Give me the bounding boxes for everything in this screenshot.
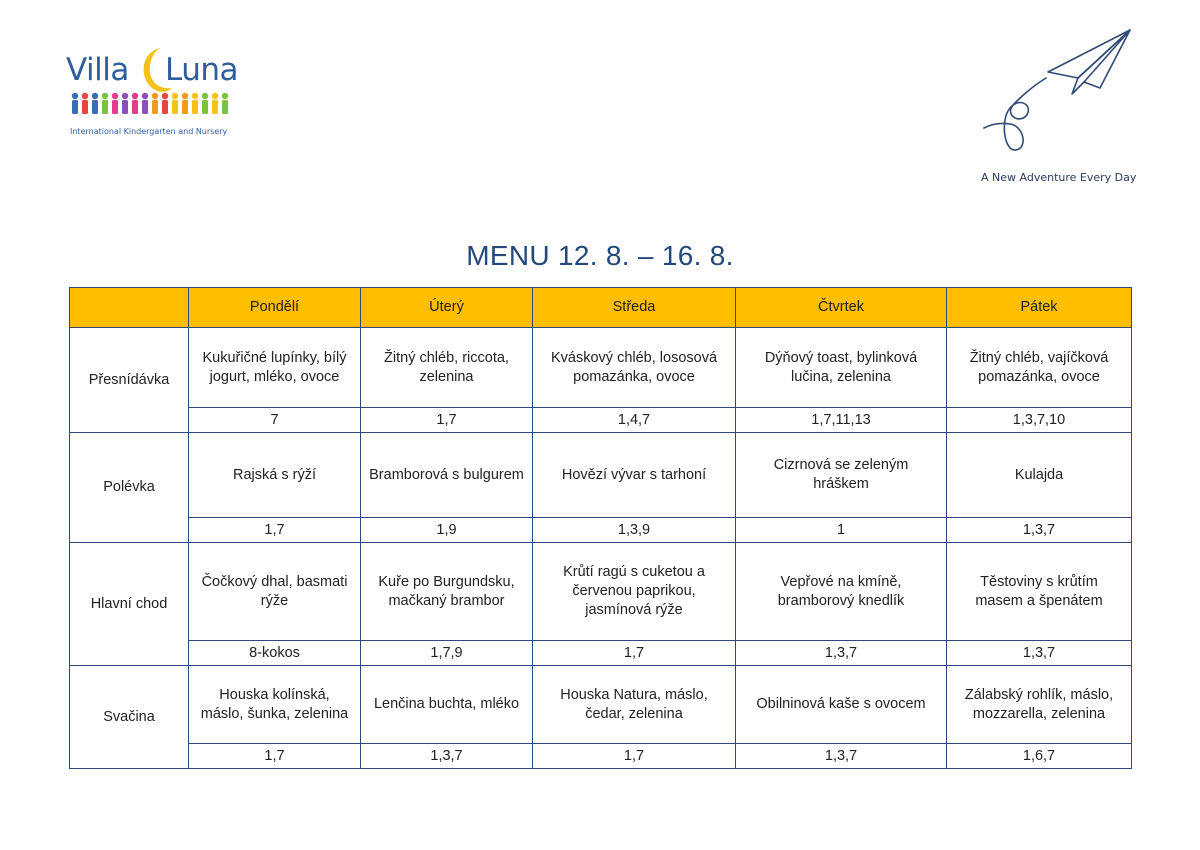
logo-word-luna: Luna <box>165 52 239 88</box>
meal-row <box>70 328 1132 408</box>
allergen-cell: 8-kokos <box>189 641 361 666</box>
allergen-cell: 1,7 <box>361 408 533 433</box>
meal-cell: Kuře po Burgundsku, mačkaný brambor <box>361 543 533 641</box>
allergen-cell: 1,7,11,13 <box>736 408 947 433</box>
page-title: MENU 12. 8. – 16. 8. <box>466 240 734 271</box>
allergen-row <box>70 744 1132 769</box>
allergen-row <box>70 518 1132 543</box>
meal-cell: Těstoviny s krůtím masem a špenátem <box>947 543 1132 641</box>
meal-cell: Žitný chléb, riccota, zelenina <box>361 328 533 408</box>
meal-row <box>70 666 1132 744</box>
header-day: Úterý <box>361 288 533 328</box>
allergen-cell: 1,7 <box>533 641 736 666</box>
logo-word-villa: Villa <box>66 52 129 88</box>
allergen-cell: 1,9 <box>361 518 533 543</box>
row-label: Svačina <box>70 666 189 769</box>
meal-cell: Lenčina buchta, mléko <box>361 666 533 744</box>
allergen-cell: 1,7 <box>189 744 361 769</box>
header-day: Čtvrtek <box>736 288 947 328</box>
paper-plane-icon <box>980 26 1140 161</box>
meal-cell: Hovězí vývar s tarhoní <box>533 433 736 518</box>
meal-cell: Kváskový chléb, lososová pomazánka, ovoce <box>533 328 736 408</box>
menu-table <box>69 287 1132 769</box>
allergen-cell: 1,3,7 <box>736 641 947 666</box>
allergen-cell: 1,6,7 <box>947 744 1132 769</box>
allergen-cell: 1,3,7 <box>947 518 1132 543</box>
allergen-row <box>70 408 1132 433</box>
meal-cell: Kukuřičné lupínky, bílý jogurt, mléko, ovoce <box>189 328 361 408</box>
meal-cell: Kulajda <box>947 433 1132 518</box>
meal-cell: Dýňový toast, bylinková lučina, zelenina <box>736 328 947 408</box>
meal-cell: Houska kolínská, máslo, šunka, zelenina <box>189 666 361 744</box>
allergen-cell: 1,4,7 <box>533 408 736 433</box>
tagline: A New Adventure Every Day <box>981 171 1137 184</box>
header-day: Středa <box>533 288 736 328</box>
allergen-cell: 1 <box>736 518 947 543</box>
allergen-row <box>70 641 1132 666</box>
allergen-cell: 1,3,7 <box>361 744 533 769</box>
meal-cell: Houska Natura, máslo, čedar, zelenina <box>533 666 736 744</box>
row-label: Hlavní chod <box>70 543 189 666</box>
meal-cell: Vepřové na kmíně, bramborový knedlík <box>736 543 947 641</box>
allergen-cell: 1,3,9 <box>533 518 736 543</box>
row-label: Přesnídávka <box>70 328 189 433</box>
meal-row <box>70 543 1132 641</box>
header-empty-cell <box>70 288 189 328</box>
allergen-cell: 1,7 <box>533 744 736 769</box>
meal-cell: Čočkový dhal, basmati rýže <box>189 543 361 641</box>
meal-cell: Krůtí ragú s cuketou a červenou paprikou, jasmínová rýže <box>533 543 736 641</box>
meal-cell: Rajská s rýží <box>189 433 361 518</box>
allergen-cell: 1,7 <box>189 518 361 543</box>
allergen-cell: 1,3,7 <box>736 744 947 769</box>
logo-subtitle: International Kindergarten and Nursery <box>70 127 228 136</box>
row-label: Polévka <box>70 433 189 543</box>
meal-cell: Zálabský rohlík, máslo, mozzarella, zelenina <box>947 666 1132 744</box>
meal-cell: Bramborová s bulgurem <box>361 433 533 518</box>
header-row <box>70 288 1132 328</box>
meal-row <box>70 433 1132 518</box>
meal-cell: Obilninová kaše s ovocem <box>736 666 947 744</box>
header-day: Pondělí <box>189 288 361 328</box>
meal-cell: Cizrnová se zeleným hráškem <box>736 433 947 518</box>
allergen-cell: 1,3,7,10 <box>947 408 1132 433</box>
allergen-cell: 1,7,9 <box>361 641 533 666</box>
allergen-cell: 7 <box>189 408 361 433</box>
children-figures-icon <box>70 92 240 116</box>
logo <box>66 46 246 141</box>
header-day: Pátek <box>947 288 1132 328</box>
allergen-cell: 1,3,7 <box>947 641 1132 666</box>
meal-cell: Žitný chléb, vajíčková pomazánka, ovoce <box>947 328 1132 408</box>
